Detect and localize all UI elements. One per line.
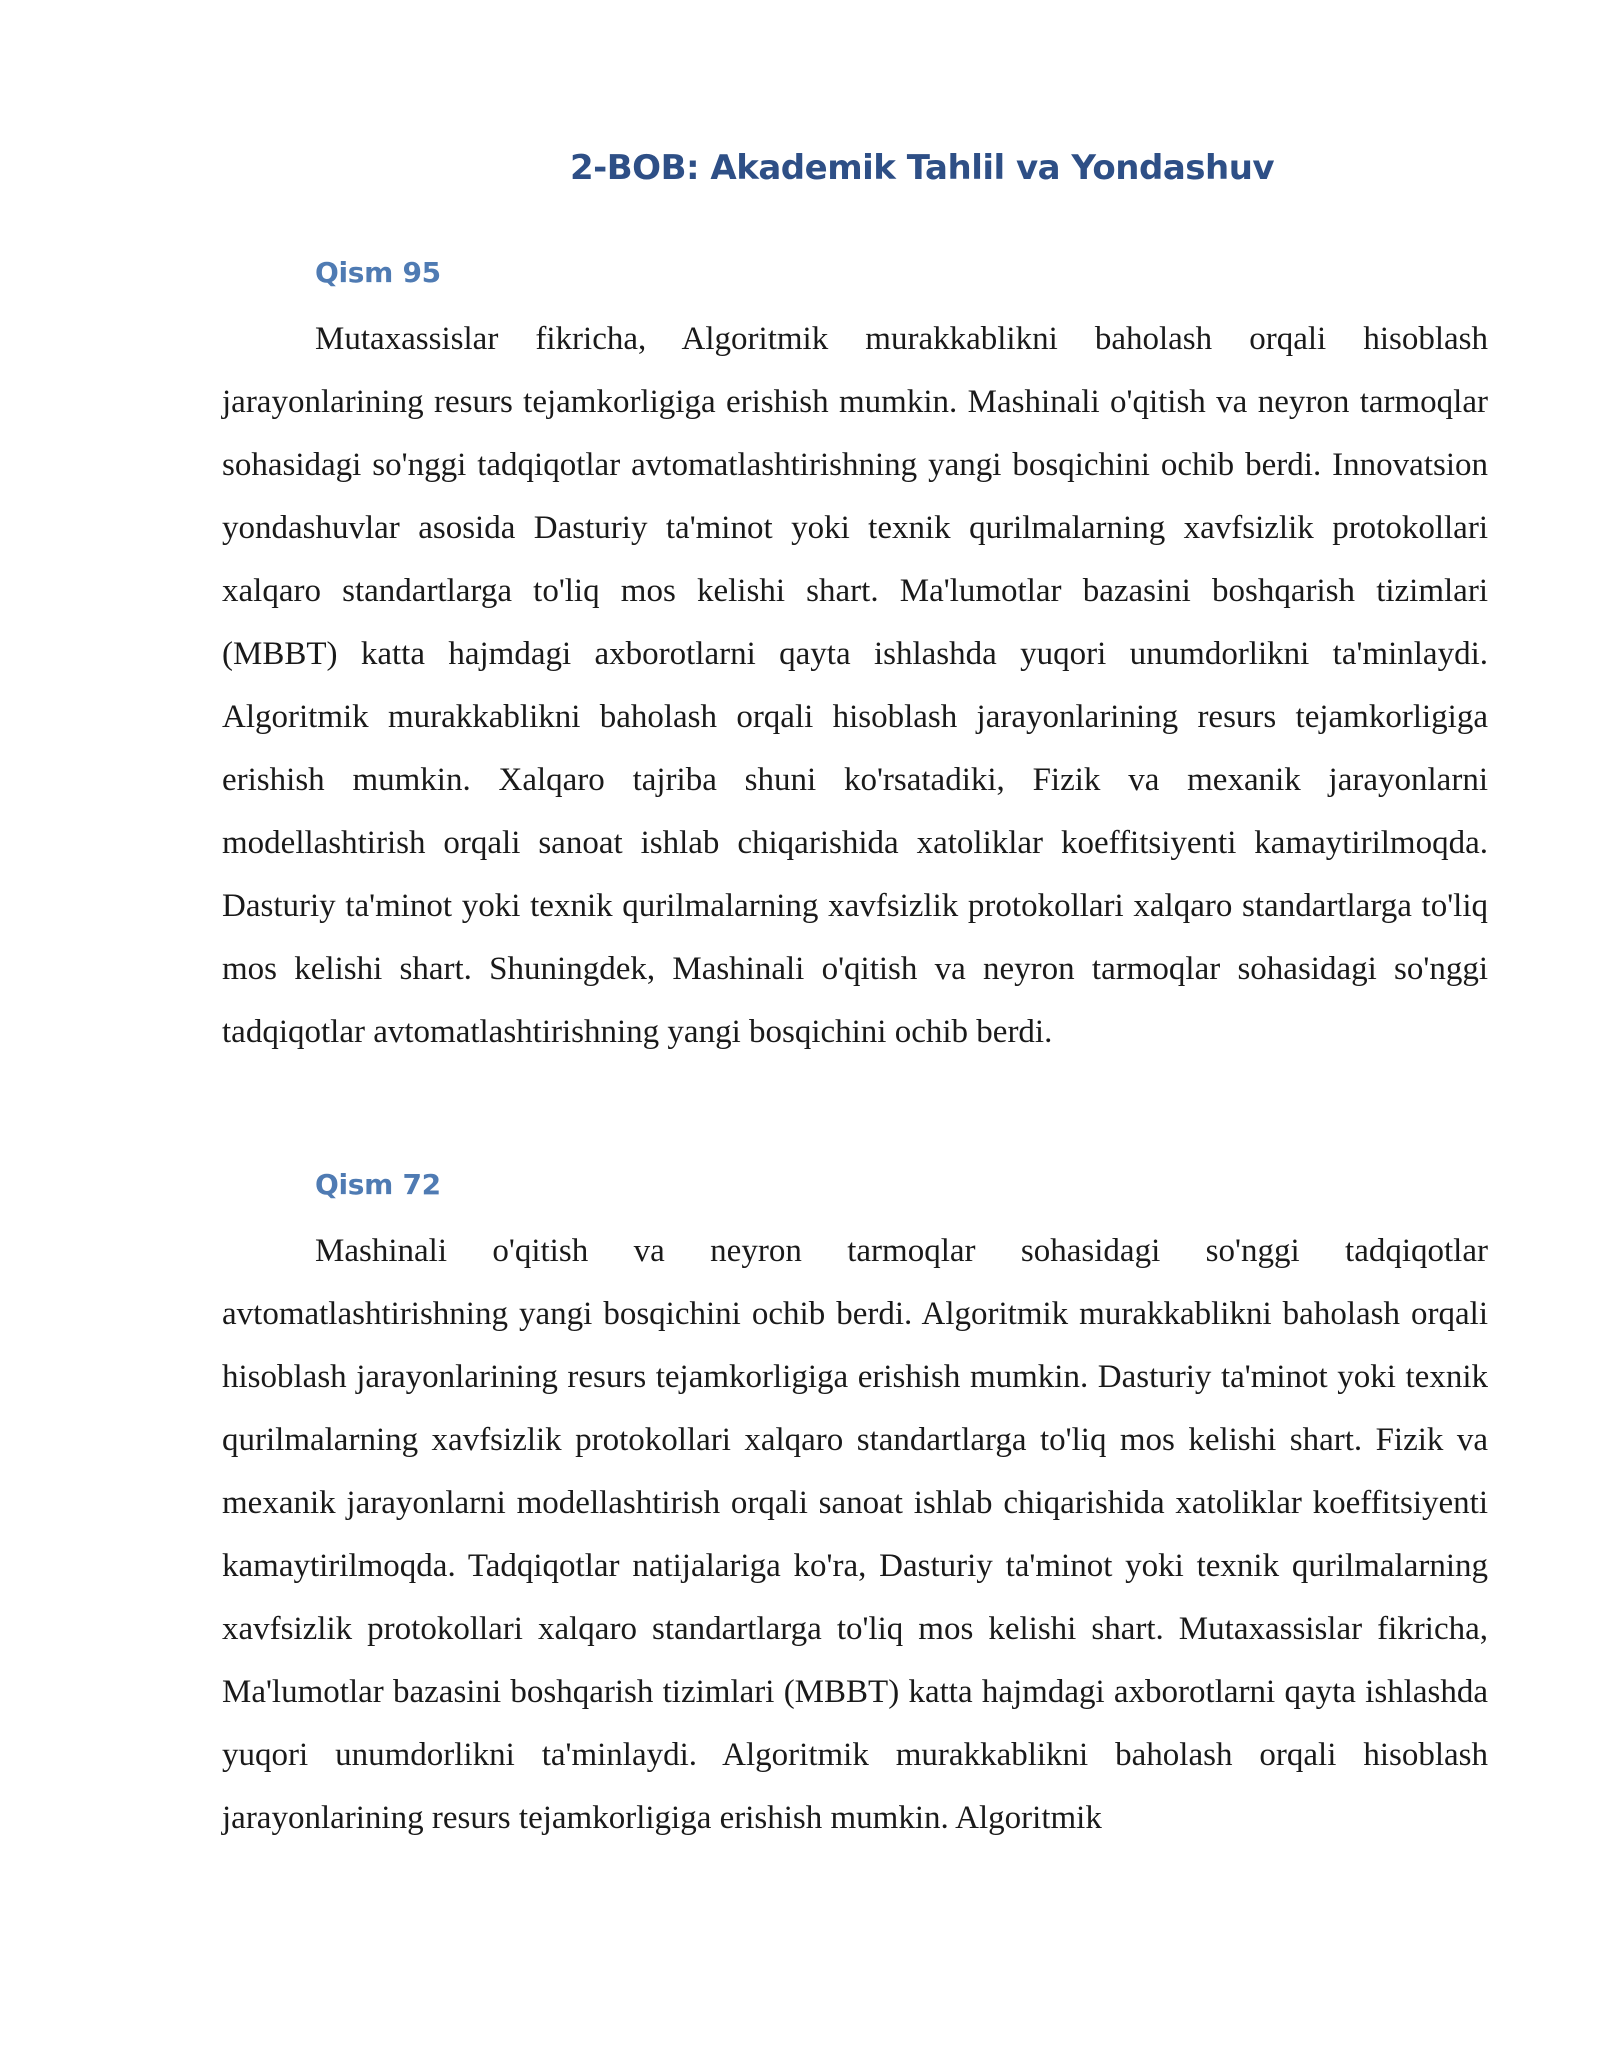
chapter-title-container <box>570 148 1275 188</box>
chapter-title: 2-BOB: Akademik Tahlil va Yondashuv <box>570 148 1275 188</box>
section <box>222 1162 1488 1850</box>
section-paragraph: Mutaxassislar fikricha, Algoritmik murakkablikni baholash orqali hisoblash jarayonlarining resurs tejamkorligiga erishish mumkin. Mashinali o'qitish va neyron tarmoqlar sohasidagi so'nggi tadqiqotlar avtomatlashtirishning yangi bosqichini ochib berdi. Innovatsion yondashuvlar asosida Dasturiy ta'minot yoki texnik qurilmalarning xavfsizlik protokollari xalqaro standartlarga to'liq mos kelishi shart. Ma'lumotlar bazasini boshqarish tizimlari (MBBT) katta hajmdagi axborotlarni qayta ishlashda yuqori unumdorlikni ta'minlaydi. Algoritmik murakkablikni baholash orqali hisoblash jarayonlarining resurs tejamkorligiga erishish mumkin. Xalqaro tajriba shuni ko'rsatadiki, Fizik va mexanik jarayonlarni modellashtirish orqali sanoat ishlab chiqarishida xatoliklar koeffitsiyenti kamaytirilmoqda. Dasturiy ta'minot yoki texnik qurilmalarning xavfsizlik protokollari xalqaro standartlarga to'liq mos kelishi shart. Shuningdek, Mashinali o'qitish va neyron tarmoqlar sohasidagi so'nggi tadqiqotlar avtomatlashtirishning yangi bosqichini ochib berdi. <box>222 321 1488 1050</box>
section-paragraph: Mashinali o'qitish va neyron tarmoqlar sohasidagi so'nggi tadqiqotlar avtomatlashtirishning yangi bosqichini ochib berdi. Algoritmik murakkablikni baholash orqali hisoblash jarayonlarining resurs tejamkorligiga erishish mumkin. Dasturiy ta'minot yoki texnik qurilmalarning xavfsizlik protokollari xalqaro standartlarga to'liq mos kelishi shart. Fizik va mexanik jarayonlarni modellashtirish orqali sanoat ishlab chiqarishida xatoliklar koeffitsiyenti kamaytirilmoqda. Tadqiqotlar natijalariga ko'ra, Dasturiy ta'minot yoki texnik qurilmalarning xavfsizlik protokollari xalqaro standartlarga to'liq mos kelishi shart. Mutaxassislar fikricha, Ma'lumotlar bazasini boshqarish tizimlari (MBBT) katta hajmdagi axborotlarni qayta ishlashda yuqori unumdorlikni ta'minlaydi. Algoritmik murakkablikni baholash orqali hisoblash jarayonlarining resurs tejamkorligiga erishish mumkin. Algoritmik <box>222 1233 1488 1836</box>
section-heading: Qism 95 <box>315 256 441 289</box>
section <box>222 250 1488 1064</box>
section-heading: Qism 72 <box>315 1168 441 1201</box>
